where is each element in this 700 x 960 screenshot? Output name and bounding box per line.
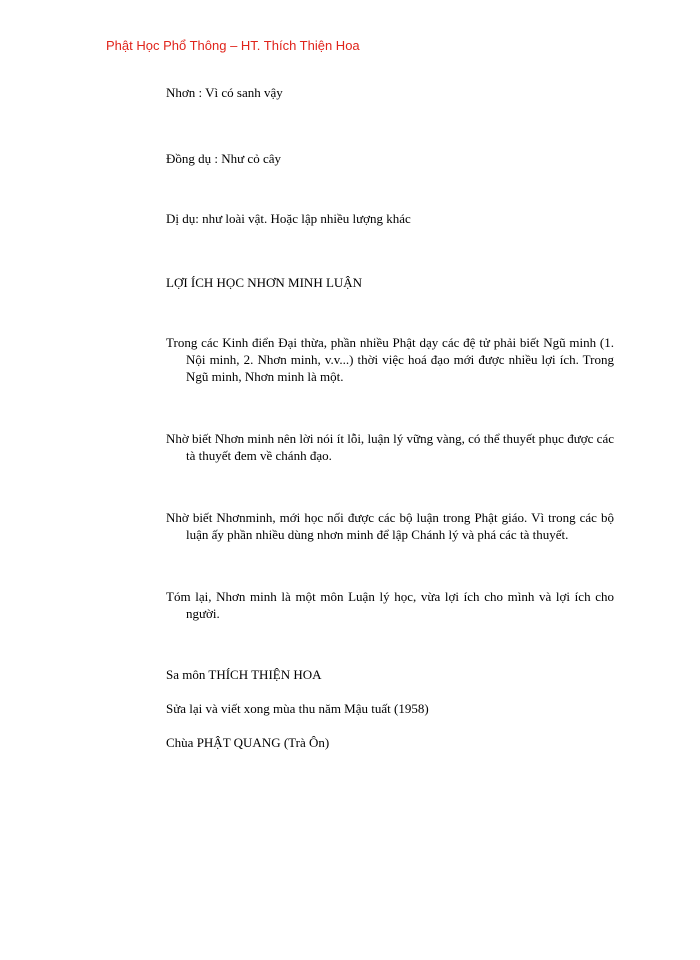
section-heading: LỢI ÍCH HỌC NHƠN MINH LUẬN (166, 275, 363, 290)
signature-temple: Chùa PHẬT QUANG (Trà Ôn) (166, 735, 330, 750)
text-line-nhon: Nhơn : Vì có sanh vậy (166, 85, 283, 100)
text-line-di-du: Dị dụ: như loài vật. Hoặc lập nhiều lượng khác (166, 211, 411, 226)
paragraph-loi-noi: Nhờ biết Nhơn minh nên lời nói ít lỗi, luận lý vững vàng, có thể thuyết phục được các tà thuyết đem về chánh đạo. (166, 431, 614, 463)
signature-author: Sa môn THÍCH THIỆN HOA (166, 667, 322, 682)
paragraph-bo-luan: Nhờ biết Nhơnminh, mới học nối được các bộ luận trong Phật giáo. Vì trong các bộ luận ấy phần nhiều dùng nhơn minh để lập Chánh lý và phá các tà thuyết. (166, 510, 614, 542)
signature-date: Sửa lại và viết xong mùa thu năm Mậu tuất (1958) (166, 701, 429, 716)
text-line-dong-du: Đồng dụ : Như cỏ cây (166, 151, 281, 166)
paragraph-ngu-minh: Trong các Kinh điển Đại thừa, phần nhiều Phật dạy các đệ tử phải biết Ngũ minh (1. Nội minh, 2. Nhơn minh, v.v...) thời việc hoá đạo mới được nhiều lợi ích. Trong Ngũ minh, Nhơn minh là một. (166, 335, 614, 384)
paragraph-tom-lai: Tóm lại, Nhơn minh là một môn Luận lý học, vừa lợi ích cho mình và lợi ích cho người. (166, 589, 614, 621)
page-header-title: Phật Học Phổ Thông – HT. Thích Thiện Hoa (106, 38, 360, 53)
